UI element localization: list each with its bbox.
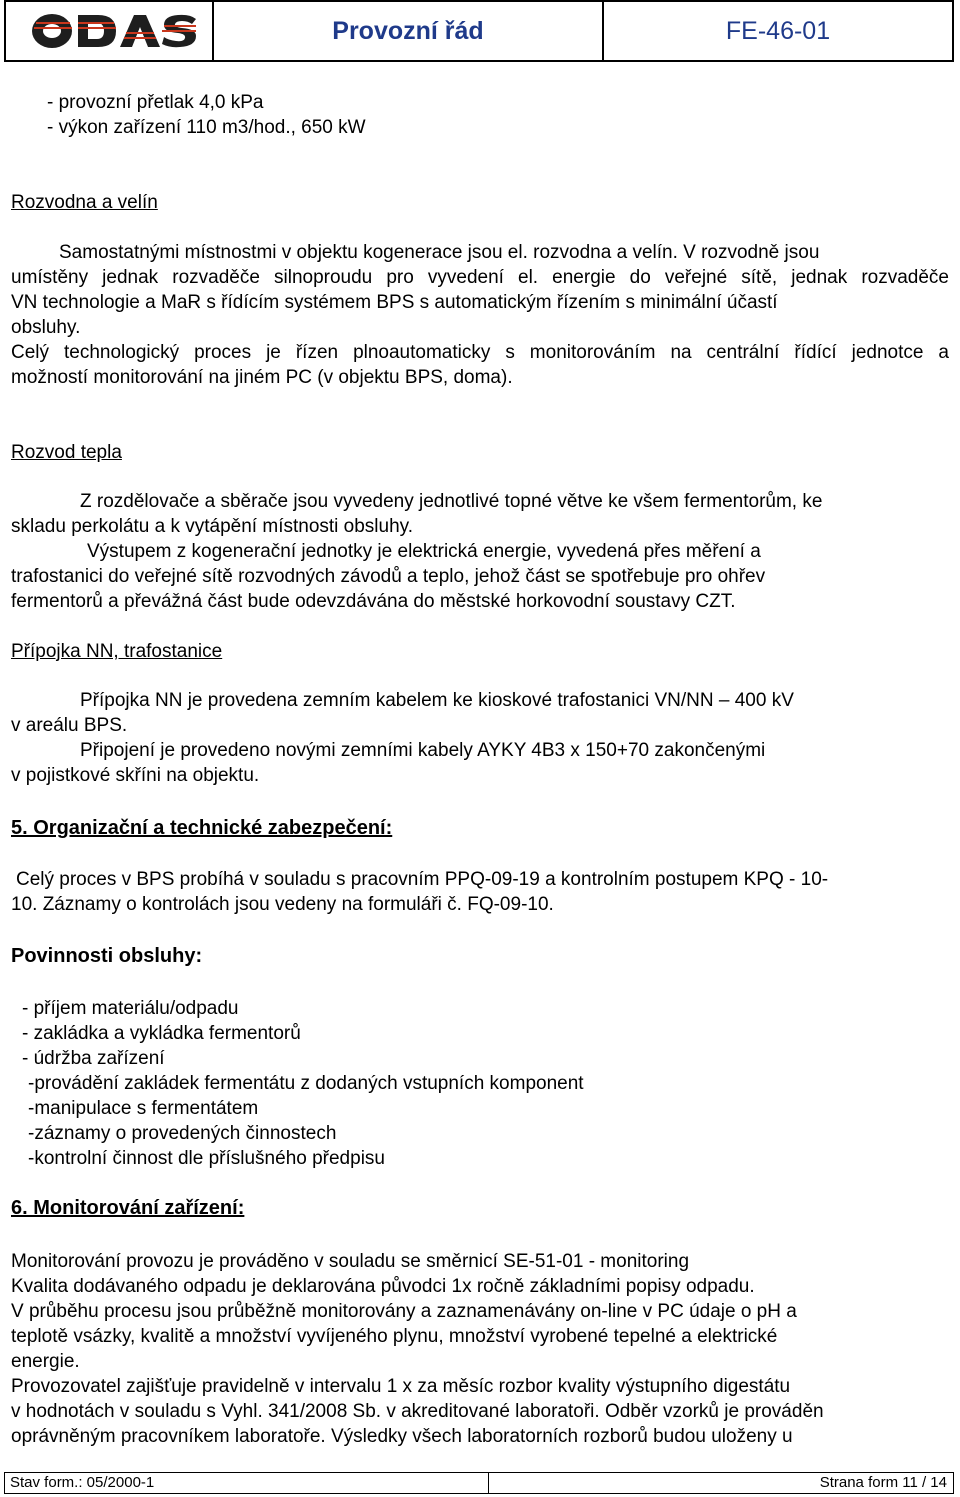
paragraph-line: V průběhu procesu jsou průběžně monitorovány a zaznamenávány on-line v PC údaje o pH a xyxy=(11,1301,797,1322)
page-number: Strana form 11 / 14 xyxy=(819,1474,947,1491)
paragraph-line: Celý proces v BPS probíhá v souladu s pracovním PPQ-09-19 a kontrolním postupem KPQ - 10- xyxy=(16,869,829,890)
param-line: - provozní přetlak 4,0 kPa xyxy=(47,92,264,113)
paragraph-line: umístěny jednak rozvaděče silnoproudu pro vyvedení el. energie do veřejné sítě, jednak rozvaděče xyxy=(11,267,949,288)
section-heading-6: 6. Monitorování zařízení: xyxy=(11,1197,245,1219)
paragraph-line: skladu perkolátu a k vytápění místnosti obsluhy. xyxy=(11,516,414,537)
paragraph-line: teplotě vsázky, kvalitě a množství vyvíjeného plynu, množství vyrobené tepelné a elektrické xyxy=(11,1326,778,1347)
document-title: Provozní řád xyxy=(214,2,604,60)
paragraph-line: v areálu BPS. xyxy=(11,715,128,736)
param-line: - výkon zařízení 110 m3/hod., 650 kW xyxy=(47,117,366,138)
paragraph-line: Přípojka NN je provedena zemním kabelem ke kioskové trafostanici VN/NN – 400 kV xyxy=(80,690,794,711)
paragraph-line: možností monitorování na jiném PC (v objektu BPS, doma). xyxy=(11,367,513,388)
form-status: Stav form.: 05/2000-1 xyxy=(5,1473,489,1493)
logo-cell xyxy=(6,2,214,60)
paragraph-line: 10. Záznamy o kontrolách jsou vedeny na formuláři č. FQ-09-10. xyxy=(11,894,554,915)
paragraph-line: v pojistkové skříni na objektu. xyxy=(11,765,260,786)
section-heading-5: 5. Organizační a technické zabezpečení: xyxy=(11,817,393,839)
paragraph-line: energie. xyxy=(11,1351,80,1372)
paragraph-line: fermentorů a převážná část bude odevzdávána do městské horkovodní soustavy CZT. xyxy=(11,591,736,612)
paragraph-line: Samostatnými místnostmi v objektu kogenerace jsou el. rozvodna a velín. V rozvodně jsou xyxy=(59,242,820,263)
paragraph-line: trafostanici do veřejné sítě rozvodných závodů a teplo, jehož část se spotřebuje pro ohřev xyxy=(11,566,766,587)
list-item: -manipulace s fermentátem xyxy=(28,1098,259,1119)
paragraph-line: Výstupem z kogenerační jednotky je elektrická energie, vyvedená přes měření a xyxy=(87,541,761,562)
document-footer xyxy=(4,1472,954,1494)
document-code: FE-46-01 xyxy=(725,16,831,45)
paragraph-line: Z rozdělovače a sběrače jsou vyvedeny jednotlivé topné větve ke všem fermentorům, ke xyxy=(80,491,823,512)
list-item: -provádění zakládek fermentátu z dodaných vstupních komponent xyxy=(28,1073,584,1094)
list-item: - údržba zařízení xyxy=(22,1048,165,1069)
paragraph-line: Celý technologický proces je řízen plnoautomaticky s monitorováním na centrální řídící jednotce a xyxy=(11,342,949,363)
section-heading-tepla: Rozvod tepla xyxy=(11,442,122,463)
paragraph-line: Provozovatel zajišťuje pravidelně v intervalu 1 x za měsíc rozbor kvality výstupního digestátu xyxy=(11,1376,791,1397)
paragraph-line: Připojení je provedeno novými zemními kabely AYKY 4B3 x 150+70 zakončenými xyxy=(80,740,766,761)
paragraph-line: Kvalita dodávaného odpadu je deklarována původci 1x ročně základními popisy odpadu. xyxy=(11,1276,755,1297)
list-item: - zakládka a vykládka fermentorů xyxy=(22,1023,301,1044)
list-item: - příjem materiálu/odpadu xyxy=(22,998,239,1019)
paragraph-line: v hodnotách v souladu s Vyhl. 341/2008 Sb. v akreditované laboratoři. Odběr vzorků je prováděn xyxy=(11,1401,824,1422)
section-heading-nn: Přípojka NN, trafostanice xyxy=(11,641,223,662)
paragraph-line: Monitorování provozu je prováděno v souladu se směrnicí SE-51-01 - monitoring xyxy=(11,1251,690,1272)
list-item: -záznamy o provedených činnostech xyxy=(28,1123,337,1144)
paragraph-line: oprávněným pracovníkem laboratoře. Výsledky všech laboratorních rozborů budou uloženy u xyxy=(11,1426,793,1447)
odas-logo xyxy=(30,11,200,51)
document-header xyxy=(4,0,954,62)
section-heading-rozvodna: Rozvodna a velín xyxy=(11,192,158,213)
paragraph-line: VN technologie a MaR s řídícím systémem BPS s automatickým řízením s minimální účastí xyxy=(11,292,778,313)
list-item: -kontrolní činnost dle příslušného předpisu xyxy=(28,1148,385,1169)
paragraph-line: obsluhy. xyxy=(11,317,81,338)
section-heading-povinnosti: Povinnosti obsluhy: xyxy=(11,945,203,967)
